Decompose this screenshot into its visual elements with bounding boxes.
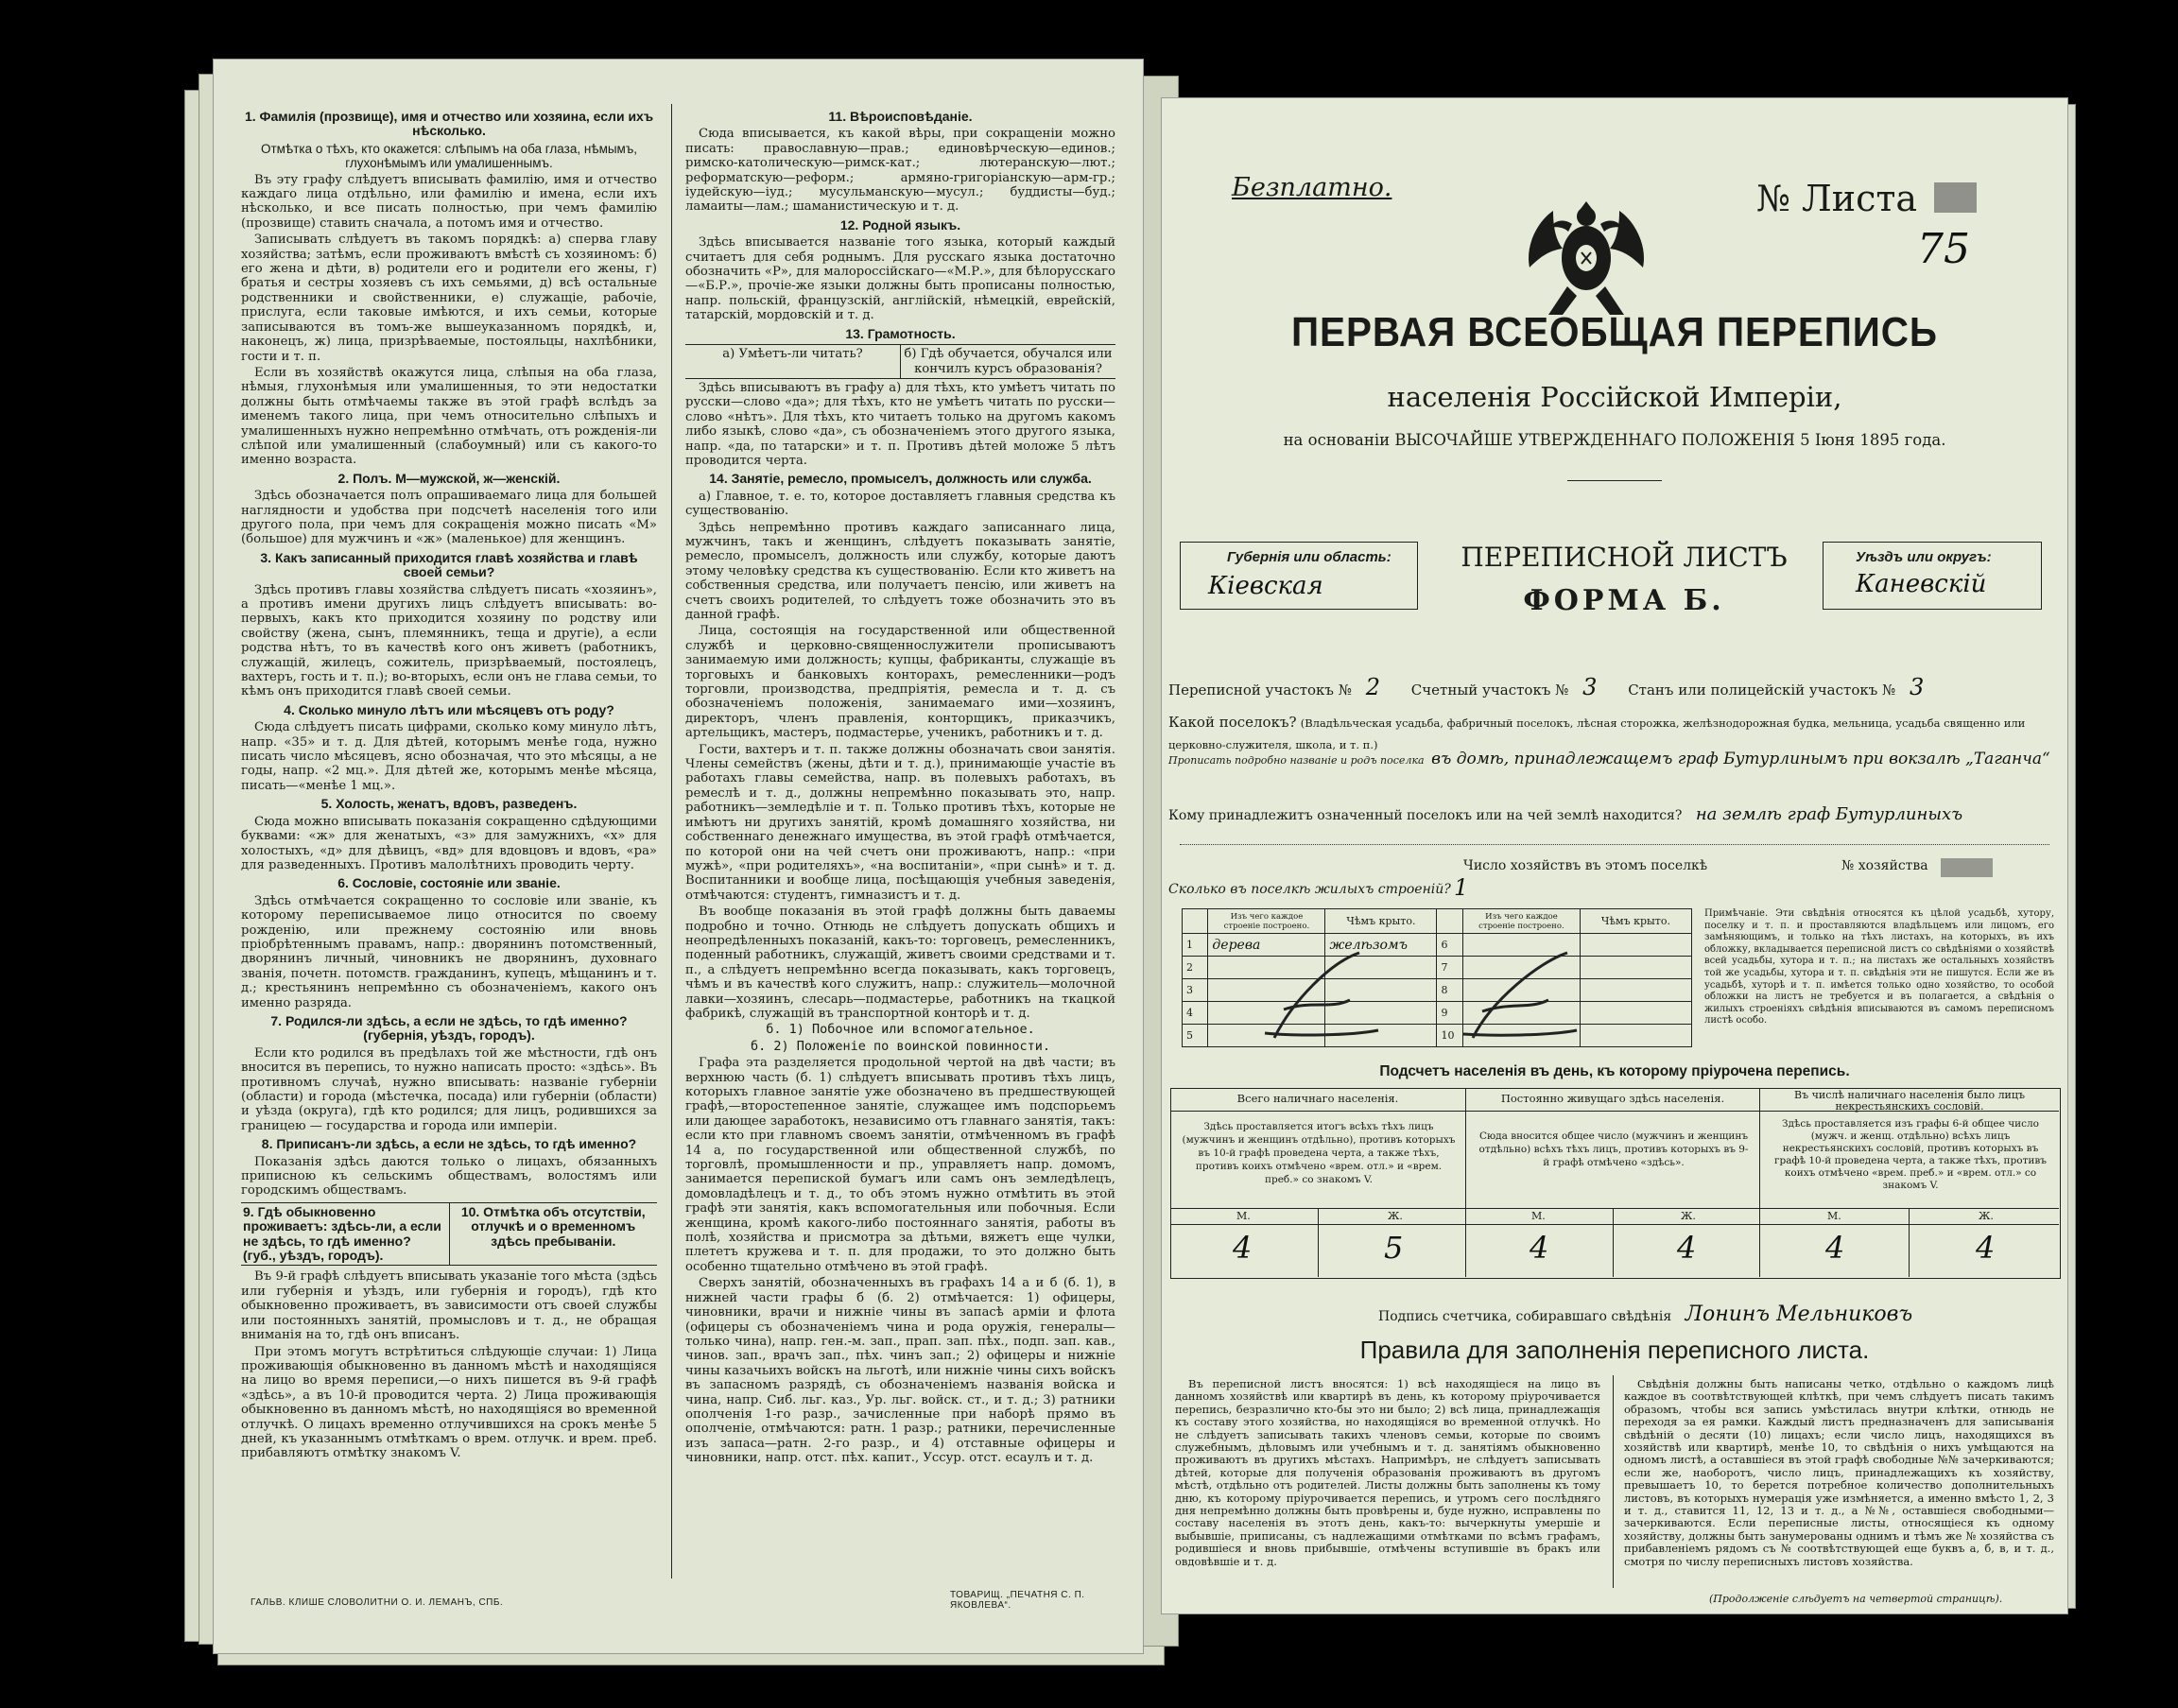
section-heading: 7. Родился-ли здѣсь, а если не здѣсь, то гдѣ именно? (губернія, уѣздъ, городъ). — [270, 1012, 628, 1044]
free-label: Безплатно. — [1232, 173, 1392, 202]
count-col-divider — [1465, 1088, 1466, 1277]
permanent-male-value: 4 — [1530, 1230, 1549, 1266]
table-row: 1 дерева желѣзомъ 6 — [1183, 934, 1692, 957]
section-heading: 8. Приписанъ-ли здѣсь, а если не здѣсь, то гдѣ именно? — [261, 1136, 637, 1152]
count-mf-divider — [1613, 1208, 1614, 1277]
paragraph: Здѣсь вписывается названіе того языка, который каждый считаетъ для себя роднымъ. Для русскаго языка достаточно обозначить «Р», для малороссійскаго—«М.Р.», для бѣлорусскаго—«Б.Р.», прочіе-же языки должны быть прописаны полностью, напр. польскій, французскій, англійскій, нѣмецкій, еврейскій, татарскій, мордовскій и т. д. — [685, 235, 1115, 323]
buildings-label: Сколько въ поселкѣ жилыхъ строеній? — [1168, 882, 1451, 897]
household-number-label: № хозяйства — [1841, 858, 1928, 873]
paragraph: Здѣсь непремѣнно противъ каждаго записаннаго лица, мужчинъ, такъ и женщинъ, слѣдуетъ показывать занятіе, ремесло, промыселъ, должность или службу, которые даютъ этому человѣку средства къ существованію. Если кто живетъ на собственныя средства, или получаетъ пенсію, или живетъ на счетъ своихъ родителей, то слѣдуетъ тоже обозначить это въ данной графѣ. — [685, 520, 1115, 622]
section-heading: 4. Сколько минуло лѣтъ или мѣсяцевъ отъ роду? — [284, 701, 614, 717]
printer-credit-right: ТОВАРИЩ. „ПЕЧАТНЯ С. П. ЯКОВЛЕВА“. — [950, 1590, 1085, 1611]
count-col-divider — [1759, 1088, 1760, 1277]
subheading: б) Гдѣ обучается, обучался или кончилъ курсъ образованія? — [904, 347, 1113, 376]
rules-column-divider — [1613, 1375, 1614, 1588]
owner-label: Кому принадлежитъ означенный поселокъ или на чей землѣ находится? — [1168, 808, 1683, 823]
noncrest-female-value: 4 — [1976, 1230, 1996, 1266]
imperial-eagle-icon — [1515, 182, 1657, 324]
signature-label: Подпись счетчика, собиравшаго свѣдѣнія — [1378, 1309, 1672, 1324]
instructions-column-1 — [241, 106, 657, 1580]
sheet-number-label: № Листа — [1756, 178, 1918, 219]
paragraph: Въ 9-й графѣ слѣдуетъ вписывать указаніе того мѣста (здѣсь или губернія и уѣздъ, или губернія и городъ), гдѣ кто обыкновенно проживаетъ, въ зависимости отъ своей службы или постоянныхъ занятій, промысловъ и т. д., не обращая вниманія на то, гдѣ онъ вписанъ. — [241, 1269, 657, 1343]
paragraph: Въ вообще показанія въ этой графѣ должны быть даваемы подробно и точно. Отнюдь не слѣдуетъ допускать общихъ и неопредѣленныхъ показаній, какъ-то: торговецъ, ремесленникъ, поденный работникъ, служащій, живетъ своими средствами и т. п., а слѣдуетъ непремѣнно всегда показывать, какъ торговецъ, чѣмъ и въ качествѣ кого служитъ, напр.: служитель—молочной лавки—хозяинъ, слесарь—подмастерье, работникъ на ткацкой фабрикѣ, служащій въ транспортной конторѣ и т. д. — [685, 905, 1115, 1021]
section-subheading: Отмѣтка о тѣхъ, кто окажется: слѣпымъ на оба глаза, нѣмымъ, глухонѣмымъ или умалишеннымъ. — [260, 141, 638, 171]
census-district-value: 2 — [1365, 674, 1380, 700]
section-heading: 13. Грамотность. — [845, 325, 956, 341]
owner-value: на землѣ граф Бутурлиныхъ — [1695, 804, 1963, 824]
column-divider — [671, 104, 672, 1579]
section-heading: 9. Гдѣ обыкновенно проживаетъ: здѣсь-ли, а если не здѣсь, то гдѣ именно? (губ., уѣздъ, городъ). — [243, 1203, 441, 1264]
table-row: 4 9 — [1183, 1002, 1692, 1025]
section-heading: 11. Вѣроисповѣданіе. — [828, 109, 973, 124]
male-label: М. — [1827, 1210, 1841, 1222]
paragraph: Гости, вахтеръ и т. п. также должны обозначать свои занятія. Члены семействъ (жены, дѣти и т. д.), принимающіе участіе въ работахъ главы семейства, напр. въ полевыхъ работахъ, въ ремеслѣ и т. д., должны непремѣнно показывать это, напр. работникъ—земледѣліе и т. п. Только противъ тѣхъ, которые не имѣютъ ни другихъ занятій, кромѣ домашняго хозяйства, ни собственнаго денежнаго имущества, въ этой графѣ отмѣчается, по которой они на чей счетъ они проживаютъ, напр.: «при мужѣ», «при родителяхъ», «на воспитаніи», «при сынѣ» и т. д. Воспитанники и вообще лица, посѣщающія учебныя заведенія, отмѣчаются: студентъ, гимназистъ и т. д. — [685, 742, 1115, 903]
signature-line — [1378, 1303, 1912, 1326]
form-name-line1: ПЕРЕПИСНОЙ ЛИСТЪ — [1461, 542, 1788, 573]
female-label: Ж. — [1979, 1210, 1994, 1222]
paragraph: Записывать слѣдуетъ въ такомъ порядкѣ: а) сперва главу хозяйства; затѣмъ, если проживаютъ вмѣстѣ съ хозяиномъ: б) его жена и дѣти, в) родители его и родители его жены, г) братья и сестры хозяевъ съ ихъ семьями, д) всѣ остальные родственники и свойственники, е) служащіе, рабочіе, прислуга, если таковые имѣются, и ихъ семьи, которые записываются въ томъ-же вышеуказанномъ порядкѣ, и, наконецъ, ж) лица, призрѣваемые, постояльцы, нахлѣбники, гости и т. п. — [241, 233, 657, 364]
section-heading: 1. Фамилія (прозвище), имя и отчество или хозяина, если ихъ нѣсколько. — [244, 109, 654, 139]
form-legal-basis: на основаніи ВЫСОЧАЙШЕ УТВЕРЖДЕННАГО ПОЛОЖЕНІЯ 5 Іюня 1895 года. — [1283, 431, 1946, 449]
households-line: Число хозяйствъ въ этомъ поселкѣ — [1463, 858, 1708, 873]
uezd-label: Уѣздъ или округъ: — [1856, 549, 1992, 565]
rules-column-2: Свѣдѣнія должны быть написаны четко, отдѣльно о каждомъ лицѣ каждое въ соотвѣтствующей клѣткѣ, при чемъ слѣдуетъ писать такимъ образомъ, чтобы вся запись умѣстилась внутри клѣтки, отнюдь не переходя за ея рамки. Каждый листъ предназначенъ для записыванія свѣдѣній о десяти (10) лицахъ; если число лицъ, находящихся въ хозяйствѣ или квартирѣ, менѣе 10, то свѣдѣнія о нихъ умѣщаются на одномъ листѣ, а оставшіеся въ этой графѣ свободные №№ зачеркиваются; если же, наоборотъ, число лицъ, принадлежащихъ къ хозяйству, превышаетъ 10, то берется потребное количество дополнительныхъ листовъ, въ которыхъ нумерація уже измѣняется, а именно вмѣсто 1, 2, 3 и т. д., ставится 11, 12, 13 и т. д., а №№, оставшіеся свободными—зачеркиваются. Если переписные листы, относящіеся къ одному хозяйству, должны быть занумерованы однимъ и тѣмъ же № хозяйства съ прибавленіемъ рядомъ съ № соотвѣтствующей еще буквъ а, б, в, и т. д., смотря по числу переписныхъ листовъ хозяйства. — [1624, 1377, 2054, 1568]
counting-district-label: Счетный участокъ № — [1410, 681, 1569, 699]
permanent-female-value: 4 — [1677, 1230, 1697, 1266]
population-count-header: Подсчетъ населенія въ день, къ которому пріурочена перепись. — [1379, 1063, 1850, 1079]
form-title: ПЕРВАЯ ВСЕОБЩАЯ ПЕРЕПИСЬ — [1291, 309, 1938, 355]
section-heading: 12. Родной языкъ. — [839, 216, 961, 233]
paragraph: Здѣсь противъ главы хозяйства слѣдуетъ писать «хозяинъ», а противъ имени другихъ лицъ слѣдуетъ вписывать: во-первыхъ, какъ кто приходится хозяину по родству или свойству (жена, сынъ, племянникъ, теща и другіе), а если родства нѣтъ, то въ качествѣ кого онъ живетъ (работникъ, служащій, жилецъ, сожитель, призрѣваемый, постоялецъ, вахтеръ, гость и т. п.); во-вторыхъ, если онъ не глава семьи, то кѣмъ онъ приходится главѣ своей семьи. — [241, 582, 657, 699]
male-label: М. — [1236, 1210, 1251, 1222]
paragraph: Сюда слѣдуетъ писать цифрами, сколько кому минуло лѣтъ, напр. «35» и т. д. Для дѣтей, которымъ менѣе года, нужно писать число мѣсяцевъ, ясно обозначая, что это мѣсяцы, а не годы, напр. «2 мц.». Для дѣтей же, которымъ менѣе мѣсяца, писать—«менѣе 1 мц.». — [241, 720, 657, 793]
paragraph: При этомъ могутъ встрѣтиться слѣдующіе случаи: 1) Лица проживающія обыкновенно въ данномъ мѣстѣ и находящіяся на лицо во время переписи,—о нихъ пишется въ 9-й графѣ «здѣсь», а въ 10-й проводится черта. 2) Лица проживающія обыкновенно въ данномъ мѣстѣ, но находящіяся во временной отлучкѣ. О лицахъ временно отлучившихся на срокъ менѣе 5 дней, къ указаннымъ отмѣткамъ о врем. отлучк. и врем. преб. прибавляютъ отмѣтку знакомъ V. — [241, 1344, 657, 1461]
paragraph: Здѣсь отмѣчается сокращенно то сословіе или званіе, къ которому переписываемое лицо относится по своему рожденію, или прежнему состоянію или вновь пріобрѣтеннымъ правамъ, напр.: дворянинъ потомственный, дворянинъ личный, чиновникъ не дворянинъ, духовнаго званія, почетн. потомств. гражданинъ, купецъ, мѣщанинъ и т. д.; крестьянинъ непремѣнно съ обозначеніемъ, какого онъ именно разряда. — [241, 893, 657, 1010]
rules-title: Правила для заполненія переписного листа. — [1359, 1336, 1870, 1364]
section-heading: 5. Холость, женатъ, вдовъ, разведенъ. — [320, 796, 578, 812]
count-col-head-noncrest: Въ числѣ наличнаго населенія было лицъ некрестьянскихъ сословій. — [1794, 1089, 2025, 1113]
paragraph: Сюда можно вписывать показанія сокращенно сдѣдующими буквами: «ж» для женатыхъ, «з» для замужнихъ, «х» для холостыхъ, «д» для дѣвицъ, «вд» для вдовцовъ и вдовъ, «ра» для разведенныхъ. Противъ малолѣтнихъ проводить черту. — [241, 814, 657, 872]
sheet-number-box — [1934, 182, 1977, 213]
paragraph: Здѣсь вписываютъ въ графу а) для тѣхъ, кто умѣетъ читать по русски—слово «да»; для тѣхъ, кто не умѣетъ читать по русски—слово «нѣтъ». Для тѣхъ, кто читаетъ только на другомъ какомъ либо языкѣ, слово «да», съ обозначеніемъ этого другого языка, напр. «да, по татарски» и т. п. Противъ дѣтей моложе 5 лѣтъ проводится черта. — [685, 380, 1115, 468]
census-form-page — [1161, 97, 2068, 1614]
paragraph: а) Главное, т. е. то, которое доставляетъ главныя средства къ существованію. — [685, 489, 1115, 519]
paragraph: Въ эту графу слѣдуетъ вписывать фамилію, имя и отчество каждаго лица отдѣльно, или фамилію и имена, если ихъ нѣсколько, и все писать полностью, при чемъ фамилію (прозвище) ставить сначала, а потомъ имя и отчество. — [241, 172, 657, 231]
form-subtitle: населенія Россійской Имперіи, — [1387, 381, 1842, 413]
count-row-divider — [1170, 1208, 2059, 1209]
buildings-note: Примѣчаніе. Эти свѣдѣнія относятся къ цѣлой усадьбѣ, хутору, поселку и т. п. и проставляются владѣльцемъ или лицомъ, его замѣняющимъ, и только на тѣхъ листахъ, на которыхъ, въ ихъ обложку, вкладывается переписной листъ со свѣдѣніями о хозяйствѣ всей усадьбы, хутора и т. п.; на листахъ же остальныхъ хозяйствъ той же усадьбы, хутора и т. п. свѣдѣнія эти не пишутся. Если же въ усадьбѣ, хуторѣ и т. п. имѣется только одно хозяйство, то особой обложки на листъ не требуется и въ полагается, а свѣдѣнія о жилыхъ строеніяхъ свѣдѣнія вписываются въ самомъ переписномъ листѣ особо. — [1704, 908, 2054, 1027]
dotted-line — [1180, 844, 2049, 845]
guberniya-label: Губернія или область: — [1227, 549, 1392, 565]
section-heading: 10. Отмѣтка объ отсутствіи, отлучкѣ и о временномъ здѣсь пребываніи. — [460, 1203, 646, 1249]
building-material: дерева — [1208, 934, 1325, 957]
owner-line — [1168, 804, 2062, 824]
sheet-number-value: 75 — [1917, 225, 1970, 273]
count-col-desc: Сюда вносится общее число (мужчинъ и женщинъ отдѣльно) всѣхъ тѣхъ лицъ, противъ которыхъ въ 9-й графѣ отмѣчено «здѣсь». — [1478, 1130, 1749, 1168]
total-male-value: 4 — [1233, 1230, 1253, 1266]
count-col-head-total: Всего наличнаго населенія. — [1236, 1092, 1399, 1105]
table-row: 5 10 — [1183, 1025, 1692, 1047]
form-name-line2: ФОРМА Б. — [1523, 584, 1725, 617]
guberniya-value: Кіевская — [1208, 572, 1323, 600]
instructions-page — [213, 59, 1144, 1654]
paragraph: Если кто родился въ предѣлахъ той же мѣстности, гдѣ онъ вносится въ перепись, то нужно написать просто: «здѣсь». Въ противномъ случаѣ, нужно вписывать: названіе губерніи (области) и города (мѣстечка, посада) или губерніи (области) и уѣзда (округа), гдѣ кто родился; для лицъ, родившихся за границею — государства и города или имперіи. — [241, 1045, 657, 1133]
female-label: Ж. — [1388, 1210, 1403, 1222]
paragraph: Сюда вписывается, къ какой вѣры, при сокращеніи можно писать: православную—прав.; единовѣрческую—единов.; римско-католическую—римск-кат.; лютеранскую—лют.; реформатскую—реформ.; армяно-григоріанскую—арм-гр.; іудейскую—іуд.; мусульманскую—мусул.; буддисты—буд.; ламаиты—лам.; шаманистическую и т. д. — [685, 127, 1115, 215]
count-row-divider — [1170, 1224, 2059, 1225]
signature-value: Лонинъ Мельниковъ — [1685, 1303, 1913, 1326]
count-col-head-permanent: Постоянно живущаго здѣсь населенія. — [1500, 1092, 1725, 1105]
settlement-value-line — [1168, 750, 2062, 768]
buildings-value: 1 — [1454, 874, 1469, 901]
police-district-label: Станъ или полицейскій участокъ № — [1628, 681, 1896, 699]
strikethrough-marks — [1236, 943, 1662, 1047]
count-col-desc: Здѣсь проставляется изъ графы 6-й общее число (мужч. и женщ. отдѣльно) всѣхъ лицъ некрестьянскихъ сословій, противъ которыхъ въ графѣ 10-й проведена черта, а также тѣхъ, противъ коихъ отмѣчено «врем. преб.» и «врем. отл.» со знакомъ V. — [1774, 1118, 2047, 1191]
building-roof: желѣзомъ — [1325, 934, 1437, 957]
title-rule — [1567, 480, 1662, 481]
section-heading: 3. Какъ записанный приходится главѣ хозяйства и главѣ своей семьи? — [260, 549, 638, 580]
roof-header: Чѣмъ крыто. — [1325, 909, 1437, 934]
household-number-box — [1941, 858, 1993, 877]
paragraph: Лица, состоящія на государственной или общественной службѣ и церковно-священнослужители прописываютъ занимаемую ими должность; купцы, фабриканты, служащіе въ торговыхъ и банковыхъ конторахъ, ремесленники—родъ торговли, производства, предпріятія, ремесла и т. д. съ обозначеніемъ положенія, занимаемаго ими—хозяинъ, директоръ, членъ правленія, конторщикъ, приказчикъ, артельщикъ, мастеръ, подмастерье, ученикъ, работникъ и т. д. — [685, 624, 1115, 741]
noncrest-male-value: 4 — [1825, 1230, 1845, 1266]
female-label: Ж. — [1681, 1210, 1696, 1222]
subheading: а) Умѣетъ-ли читать? — [685, 345, 901, 378]
paragraph: Если въ хозяйствѣ окажутся лица, слѣпыя на оба глаза, нѣмыя, глухонѣмыя или умалишенныя, то эти недостатки должны быть отмѣчаемы также въ этой графѣ вслѣдъ за именемъ такого лица, при чемъ относительно слѣпыхъ и умалишенныхъ нужно непремѣнно отмѣчать, отъ рожденія-ли слѣпой или умалишенный (слабоумный) или съ какого-то именно возраста. — [241, 365, 657, 468]
settlement-label: Какой поселокъ? — [1168, 714, 1297, 731]
continued-note: (Продолженіе слѣдуетъ на четвертой страницѣ). — [1709, 1593, 2003, 1605]
count-mf-divider — [1318, 1208, 1319, 1277]
district-line — [1168, 674, 2057, 700]
settlement-note: (Владѣльческая усадьба, фабричный поселокъ, лѣсная сторожка, желѣзнодорожная будка, мельница, усадьба священно или церковно-служителя, школа, и т. п.) — [1168, 716, 2026, 751]
material-header: Изъ чего каждое строеніе построено. — [1462, 909, 1580, 934]
total-female-value: 5 — [1384, 1230, 1404, 1266]
section-heading: 6. Сословіе, состояніе или званіе. — [337, 875, 561, 891]
section-heading: 2. Полъ. М—мужской, ж—женскій. — [337, 470, 561, 486]
settlement-value-hint: Прописать подробно названіе и родъ поселка — [1168, 754, 1425, 767]
paragraph: Графа эта разделяется продольной чертой на двѣ части; въ верхнюю часть (б. 1) слѣдуетъ вписывать противъ тѣхъ лицъ, которыхъ главное занятіе уже обозначено въ предшествующей графѣ,—второстепенное занятіе, служащее имъ подспорьемъ или дающее заработокъ, независимо отъ главнаго занятія, такъ: если кто при главномъ своемъ занятіи, отмѣченномъ въ графѣ 14 а, по государственной или общественной службѣ, по торговлѣ, промышленности и пр., управляетъ напр. домомъ, занимается перепиской бумагъ или самъ онъ земледѣлецъ, домовладѣлецъ и т. д., то объ этомъ нужно отмѣтить въ этой графѣ эти занятія, какъ вспомогательныя или побочныя. Если женщина, кромѣ какого-либо постояннаго занятія, работы въ полѣ, хозяйства и присмотра за дѣтьми, вяжетъ еще чулки, плететъ кружева и т. п. для продажи, то это должно быть особенно тщательно отмѣчено въ этой графѣ. — [685, 1056, 1115, 1274]
paragraph: Сверхъ занятій, обозначенныхъ въ графахъ 14 а и б (б. 1), в нижней части графы б (б. 2) отмѣчается: 1) офицеры, чиновники, врачи и нижніе чины въ запасѣ арміи и флота (офицеры съ обозначеніемъ чина и рода оружія, генералы—только чина), напр. ген.-м. зап., прап. зап. пѣх., подп. зап. кав., чинов. зап., врачъ зап., пѣх. чинъ зап.; 2) офицеры и нижніе чины казачьихъ войскъ на льготѣ, или нижніе чины сихъ войскъ въ запасномъ разрядѣ, съ обозначеніемъ названія войска и чина, напр. Сиб. льг. каз., Ур. льг. войск. ст., и т. д.; 3) ратники ополченія 1-го разр., зачисленные при наборѣ прямо въ ополченіе, отмѣчаются: ратн. 1 разр.; ратники, перечисленные изъ запаса—ратн. 2-го разр., и 4) отставные офицеры и чиновники, напр. отст. пѣх. капит., Уссур. отст. есаулъ и т. д. — [685, 1276, 1115, 1466]
uezd-value: Каневскій — [1856, 570, 1987, 598]
count-col-desc: Здѣсь проставляется итогъ всѣхъ тѣхъ лицъ (мужчинъ и женщинъ отдѣльно), противъ которыхъ въ 10-й графѣ проведена черта, а также тѣхъ, противъ коихъ отмѣчено «врем. отл.» и «врем. преб.» со знакомъ V. — [1182, 1121, 1456, 1185]
section-subheading: б. 2) Положеніе по воинской повинности. — [751, 1038, 1050, 1054]
count-mf-divider — [1909, 1208, 1910, 1277]
paragraph: Здѣсь обозначается полъ опрашиваемаго лица для большей наглядности и удобства при подсчетѣ населенія того или другого пола, при чемъ для сокращенія можно писать «М» (большое) для мужчинъ и «ж» (маленькое) для женщинъ. — [241, 489, 657, 547]
section-heading: 14. Занятіе, ремесло, промыселъ, должность или служба. — [709, 471, 1092, 487]
paragraph: Показанія здѣсь даются только о лицахъ, обязанныхъ приписною къ сельскимъ обществамъ, волостямъ или городскимъ обществамъ. — [241, 1154, 657, 1199]
table-row: 3 8 — [1183, 979, 1692, 1002]
instructions-column-2 — [685, 106, 1115, 1580]
male-label: М. — [1531, 1210, 1546, 1222]
material-header: Изъ чего каждое строеніе построено. — [1208, 909, 1325, 934]
census-district-label: Переписной участокъ № — [1168, 681, 1352, 699]
section-subheading: б. 1) Побочное или вспомогательное. — [766, 1022, 1035, 1038]
counting-district-value: 3 — [1582, 674, 1598, 700]
printer-credit-left: ГАЛЬВ. КЛИШЕ СЛОВОЛИТНИ О. И. ЛЕМАНЪ, СПБ. — [251, 1597, 504, 1608]
roof-header: Чѣмъ крыто. — [1580, 909, 1691, 934]
settlement-value: въ домѣ, принадлежащемъ граф Бутурлинымъ при вокзалѣ „Таганча“ — [1431, 750, 2050, 768]
table-row: 2 7 — [1183, 957, 1692, 979]
police-district-value: 3 — [1910, 674, 1925, 700]
rules-column-1: Въ переписной листъ вносятся: 1) всѣ находящіеся на лицо въ данномъ хозяйствѣ или квартирѣ въ день, къ которому пріурочивается перепись, безразлично кто-бы это ни было; 2) всѣ лица, принадлежащія къ составу этого хозяйства, но находящіяся во временной отлучкѣ. Но не слѣдуетъ записывать такихъ членовъ семьи, которые по своимъ служебнымъ, дѣловымъ или учебнымъ и т. д. занятіямъ обыкновенно проживаютъ въ другихъ мѣстахъ. Напримѣръ, не слѣдуетъ записывать дѣтей, которые для полученія образованія проживаютъ въ другомъ мѣстѣ, отдѣльно отъ родителей. Листы должны быть заполнены къ тому дню, къ которому пріурочивается перепись, и утромъ сего послѣдняго дня непремѣнно должны быть провѣрены и, буде нужно, исправлены по составу населенія въ этотъ день, какъ-то: вычеркнуты умершіе и выбывшіе, приписаны, съ надлежащими отмѣтками по всѣмъ графамъ, родившіеся и вновь прибывшіе, отмѣчены вступившіе въ бракъ или овдовѣвшіе и т. д. — [1175, 1377, 1600, 1568]
